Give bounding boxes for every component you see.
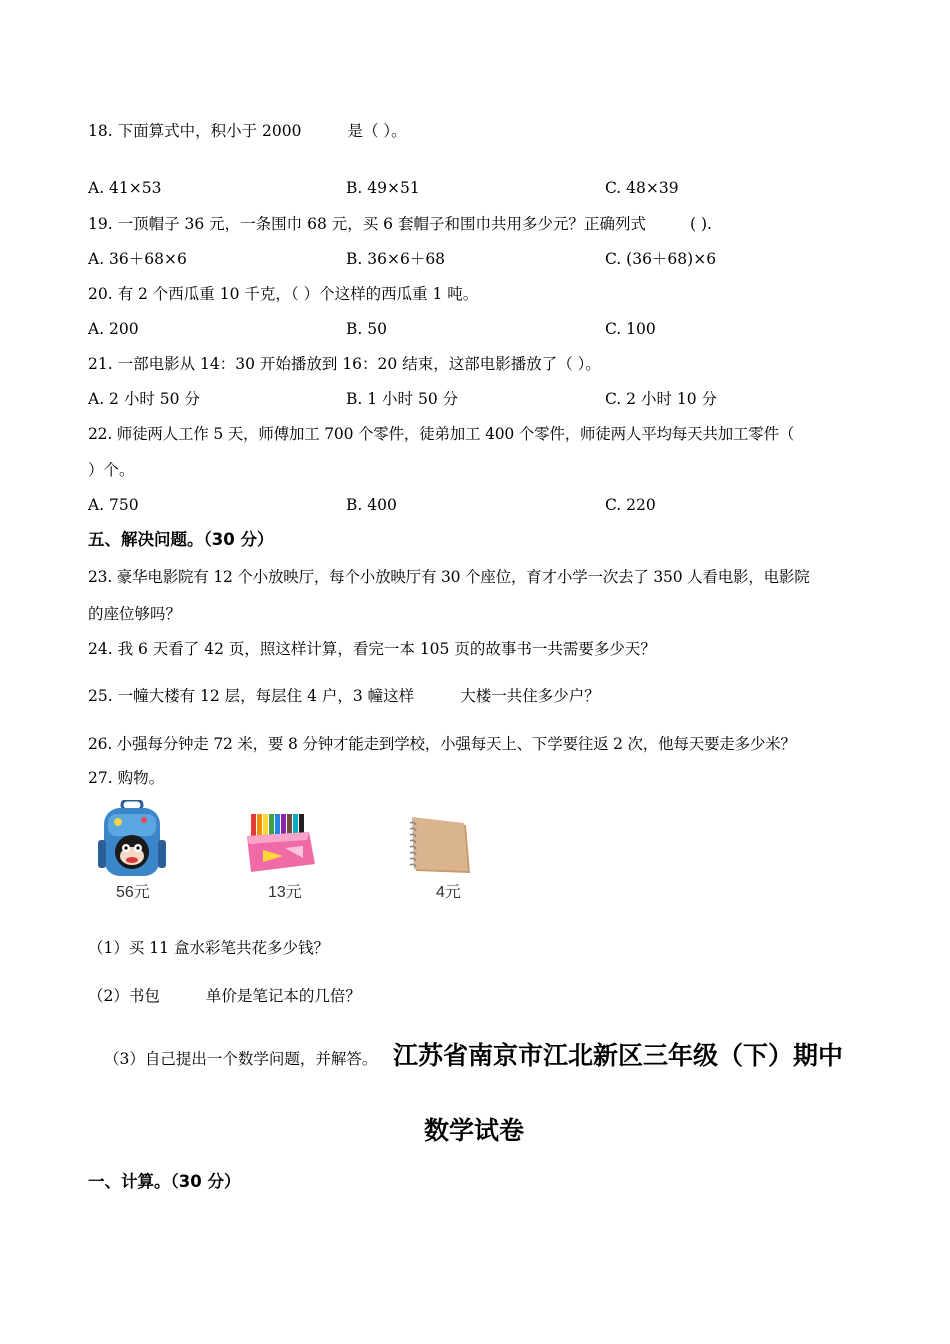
question-text: 一幢大楼有 12 层，每层住 4 户，3 幢这样: [117, 687, 415, 705]
question-22-continued: ）个。: [88, 461, 135, 479]
question-24: [88, 639, 656, 659]
question-number: 19.: [88, 215, 113, 233]
question-22: [88, 424, 794, 444]
q19-option-b: B. 36×6＋68: [346, 250, 446, 268]
document-title-line-2: 数学试卷: [424, 1116, 525, 1145]
q20-option-a: A. 200: [88, 320, 139, 338]
backpack-price: 56元: [116, 884, 150, 901]
question-number: 22.: [88, 425, 113, 443]
section-heading-1: 一、计算。（30 分）: [88, 1172, 241, 1191]
q18-option-b: B. 49×51: [346, 179, 420, 197]
question-27: [88, 768, 164, 788]
q18-option-c: C. 48×39: [605, 179, 679, 197]
question-26: [88, 734, 796, 754]
question-21: [88, 354, 601, 374]
q22-option-c: C. 220: [605, 496, 656, 514]
question-23-continued: 的座位够吗？: [88, 605, 182, 623]
question-text: 有 2 个西瓜重 10 千克，（ ）个这样的西瓜重 1 吨。: [117, 285, 479, 303]
q22-option-a: A. 750: [88, 496, 139, 514]
question-text: 购物。: [117, 769, 165, 787]
question-25: [88, 686, 600, 706]
question-text: 下面算式中，积小于 2000: [117, 122, 302, 140]
question-number: 20.: [88, 285, 113, 303]
q21-option-a: A. 2 小时 50 分: [88, 390, 200, 408]
question-number: 18.: [88, 122, 113, 140]
question-number: 26.: [88, 735, 113, 753]
markers-price: 13元: [268, 884, 302, 901]
section-heading-5: 五、解决问题。（30 分）: [88, 530, 274, 549]
question-number: 27.: [88, 769, 113, 787]
sub-question-text-continued: 单价是笔记本的几倍？: [205, 987, 361, 1005]
question-20: [88, 284, 478, 304]
q27-sub-question-1: （1）买 11 盒水彩笔共花多少钱？: [88, 939, 329, 957]
question-text-continued: 是（ ）。: [347, 122, 407, 140]
q27-sub-question-2: [88, 986, 361, 1006]
q21-option-b: B. 1 小时 50 分: [346, 390, 459, 408]
q21-option-c: C. 2 小时 10 分: [605, 390, 718, 408]
question-19: [88, 214, 712, 234]
question-text: 一顶帽子 36 元，一条围巾 68 元，买 6 套帽子和围巾共用多少元？正确列式: [117, 215, 646, 233]
q20-option-b: B. 50: [346, 320, 387, 338]
question-text: 小强每分钟走 72 米，要 8 分钟才能走到学校，小强每天上、下学要往返 2 次，他每天要走多少米？: [116, 735, 796, 753]
question-number: 21.: [88, 355, 113, 373]
notebook-image: [404, 815, 474, 879]
answer-blank: ( ).: [689, 215, 712, 233]
sub-question-text: （2）书包: [88, 987, 160, 1005]
q18-option-a: A. 41×53: [88, 179, 162, 197]
question-text: 师徒两人工作 5 天，师傅加工 700 个零件，徒弟加工 400 个零件，师徒两人平均每天共加工零件（: [116, 425, 795, 443]
backpack-image: [98, 800, 166, 880]
q22-option-b: B. 400: [346, 496, 397, 514]
question-23: [88, 567, 810, 587]
question-number: 25.: [88, 687, 113, 705]
q19-option-a: A. 36＋68×6: [88, 250, 187, 268]
question-18: [88, 121, 407, 141]
question-number: 24.: [88, 640, 113, 658]
notebook-price: 4元: [436, 884, 461, 901]
q27-sub-question-3: （3）自己提出一个数学问题，并解答。: [104, 1050, 378, 1068]
question-number: 23.: [88, 568, 113, 586]
markers-image: [243, 812, 317, 878]
q20-option-c: C. 100: [605, 320, 656, 338]
question-text: 一部电影从 14：30 开始播放到 16：20 结束，这部电影播放了（ ）。: [117, 355, 601, 373]
question-text: 我 6 天看了 42 页，照这样计算，看完一本 105 页的故事书一共需要多少天？: [117, 640, 656, 658]
document-title-line-1: 江苏省南京市江北新区三年级（下）期中: [393, 1041, 844, 1070]
question-text: 豪华电影院有 12 个小放映厅，每个小放映厅有 30 个座位，育才小学一次去了 350 人看电影，电影院: [116, 568, 810, 586]
q19-option-c: C. (36＋68)×6: [605, 250, 717, 268]
question-text-continued: 大楼一共住多少户？: [460, 687, 600, 705]
